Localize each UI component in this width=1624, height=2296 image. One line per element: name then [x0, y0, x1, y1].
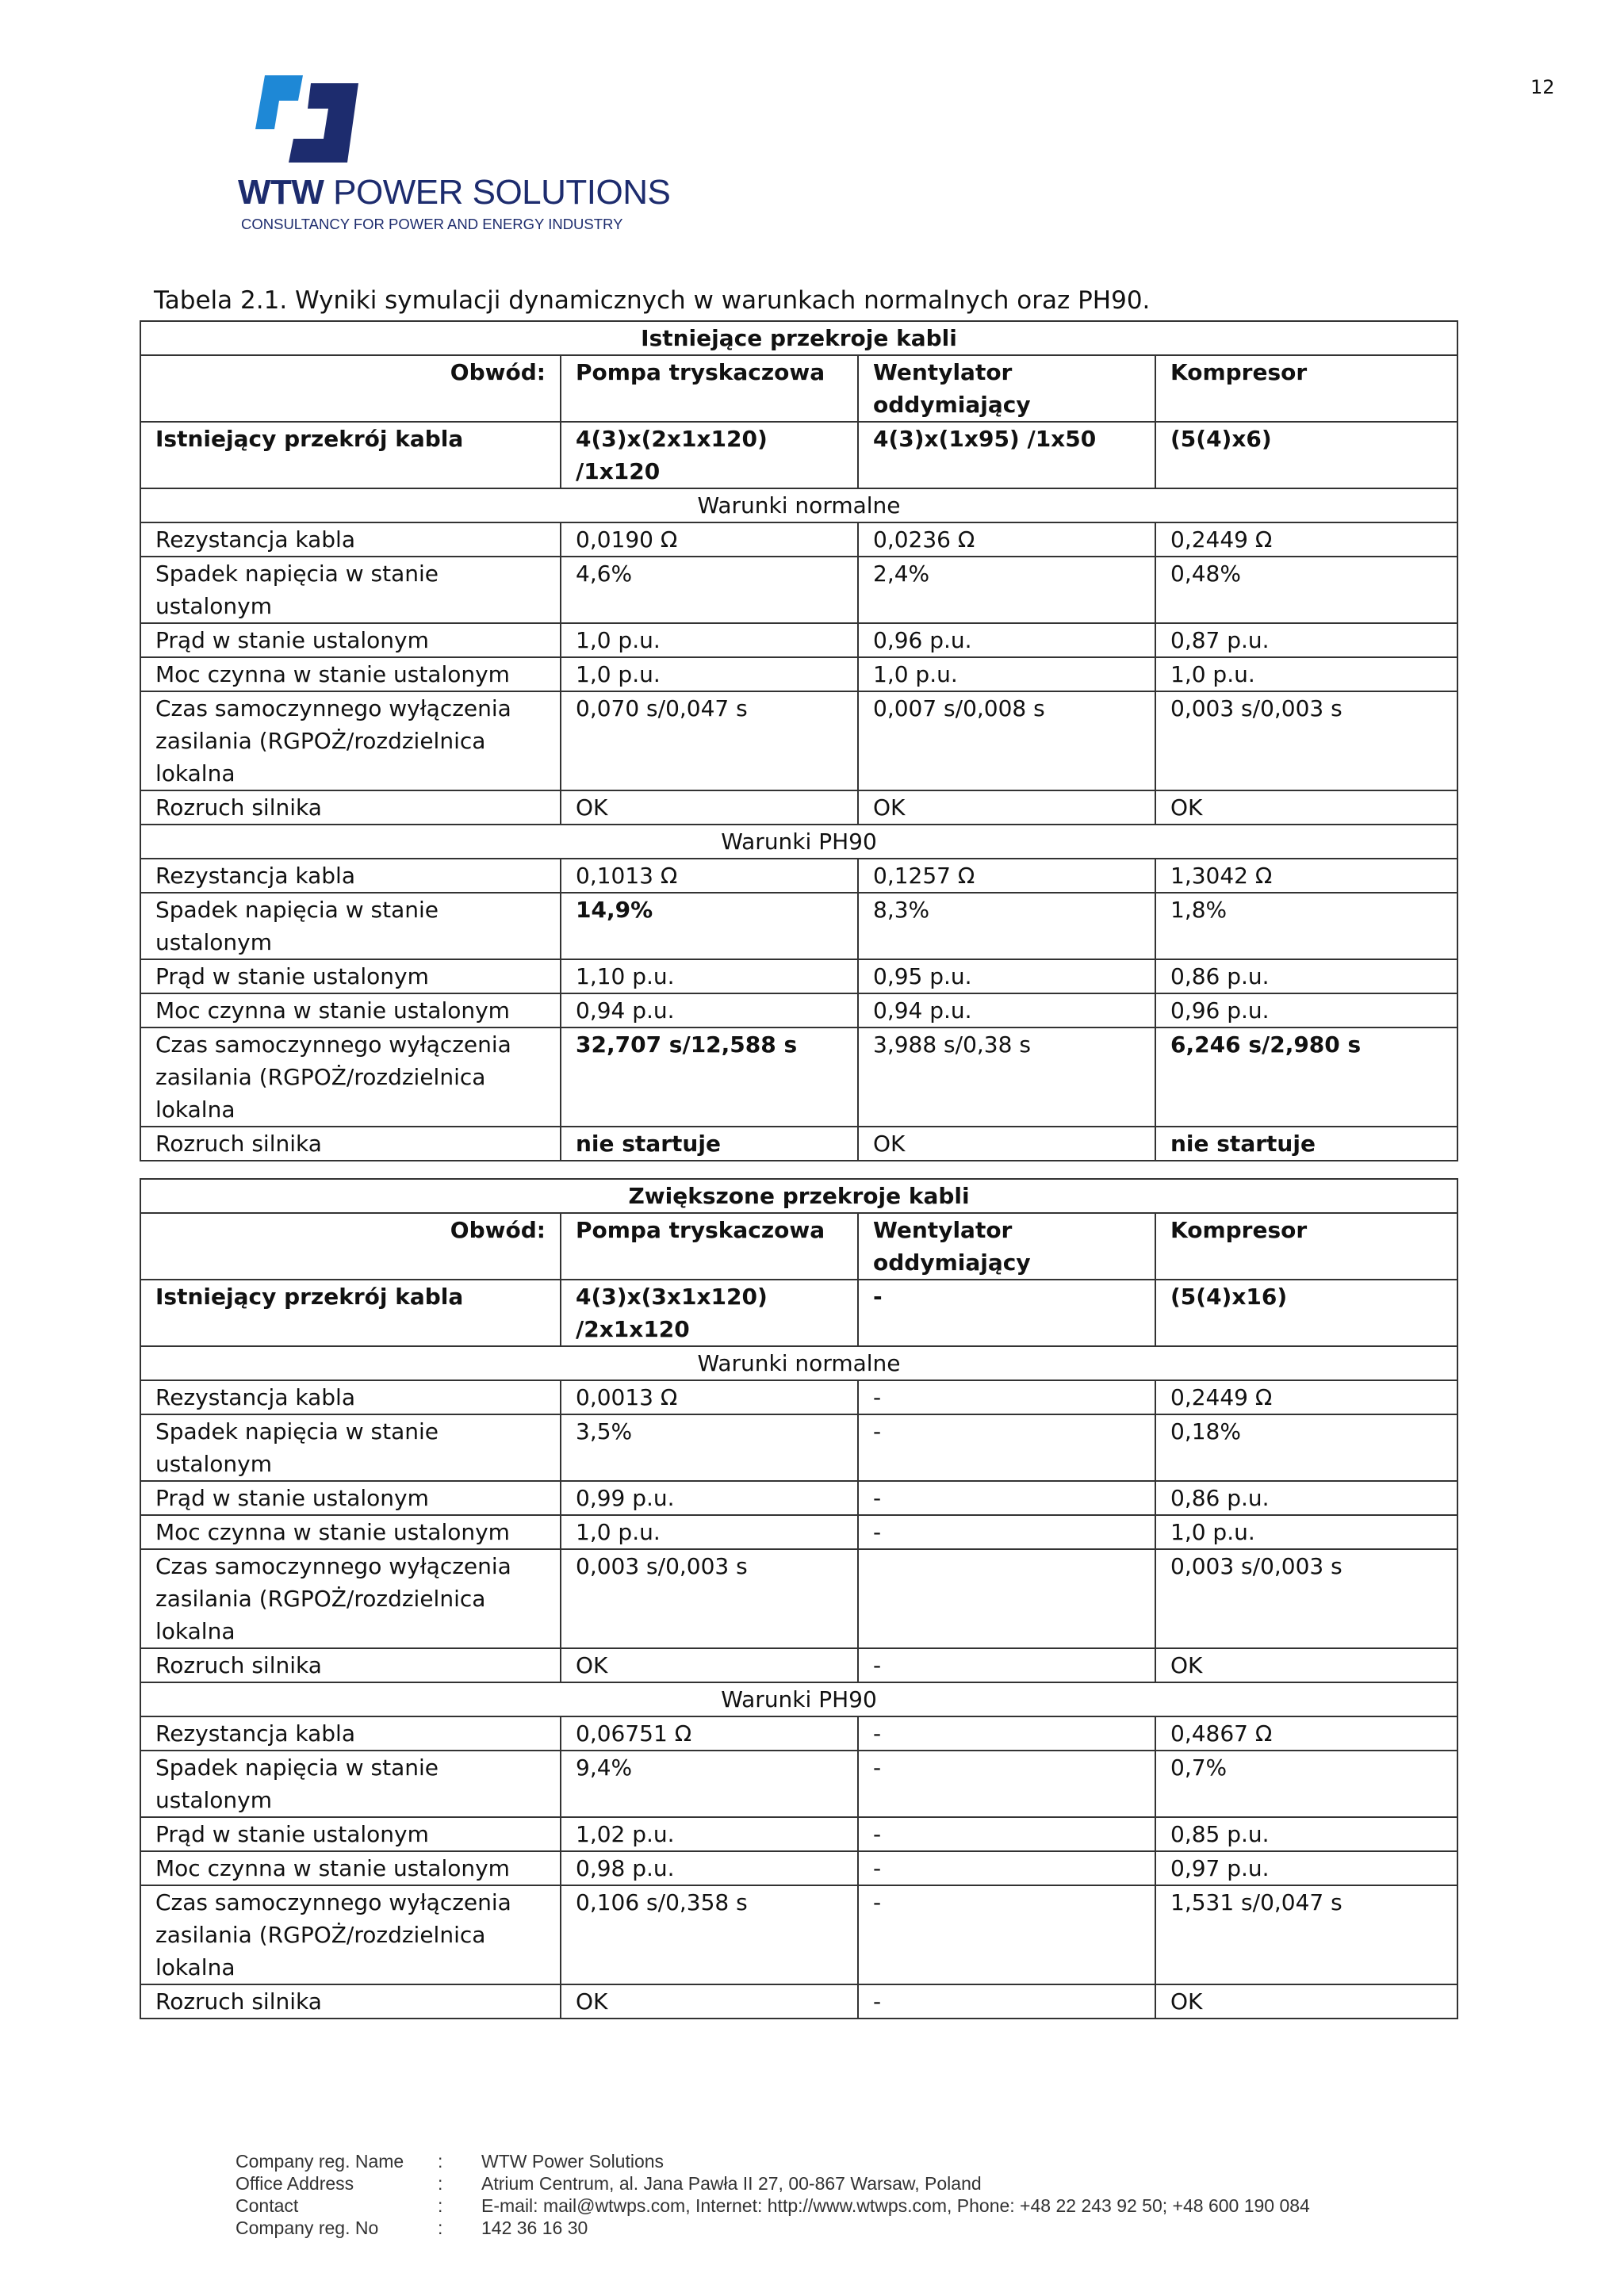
table-row [140, 1984, 1457, 2019]
value-cell: 32,707 s/12,588 s [561, 1027, 858, 1127]
value-cell: 0,070 s/0,047 s [561, 691, 858, 790]
row-label: Prąd w stanie ustalonym [140, 623, 561, 657]
value-cell: 0,003 s/0,003 s [561, 1549, 858, 1648]
value-cell: 0,95 p.u. [858, 959, 1155, 993]
row-label: Spadek napięcia w stanie ustalonym [140, 893, 561, 959]
row-label: Czas samoczynnego wyłączenia zasilania (RGPOŻ/rozdzielnica lokalna [140, 691, 561, 790]
value-cell: 0,2449 Ω [1155, 522, 1457, 557]
row-label: Spadek napięcia w stanie ustalonym [140, 1751, 561, 1817]
table-title-row [140, 321, 1457, 355]
value-cell: 0,86 p.u. [1155, 1481, 1457, 1515]
section-label: Istniejący przekrój kabla [140, 1280, 561, 1346]
table-row [140, 1885, 1457, 1984]
table-row [140, 1716, 1457, 1751]
company-logo [238, 75, 682, 234]
value-cell: 0,86 p.u. [1155, 959, 1457, 993]
value-cell: OK [858, 1127, 1155, 1161]
row-label: Prąd w stanie ustalonym [140, 1817, 561, 1851]
logo-name: WTW POWER SOLUTIONS [238, 173, 671, 212]
column-header: Pompa tryskaczowa [561, 355, 858, 422]
value-cell: - [858, 1481, 1155, 1515]
value-cell: 6,246 s/2,980 s [1155, 1027, 1457, 1127]
row-label: Prąd w stanie ustalonym [140, 959, 561, 993]
value-cell: 1,0 p.u. [561, 657, 858, 691]
value-cell: 0,18% [1155, 1414, 1457, 1481]
row-label: Moc czynna w stanie ustalonym [140, 1851, 561, 1885]
footer-row [236, 2150, 1310, 2172]
footer-key: Company reg. Name [236, 2151, 404, 2172]
increased-cables-table [140, 1178, 1458, 2019]
row-label: Rezystancja kabla [140, 859, 561, 893]
column-header: Wentylator oddymiający [858, 1213, 1155, 1280]
ph90-conditions-title: Warunki PH90 [140, 825, 1457, 859]
ph90-conditions-row [140, 1682, 1457, 1716]
value-cell: OK [561, 1648, 858, 1682]
value-cell: - [858, 1414, 1155, 1481]
value-cell: OK [1155, 1984, 1457, 2019]
value-cell: 0,0236 Ω [858, 522, 1155, 557]
table-row [140, 1481, 1457, 1515]
cable-section-row [140, 1280, 1457, 1346]
row-label: Czas samoczynnego wyłączenia zasilania (RGPOŻ/rozdzielnica lokalna [140, 1549, 561, 1648]
value-cell: 4,6% [561, 557, 858, 623]
table-row [140, 959, 1457, 993]
table-row [140, 1127, 1457, 1161]
table-title: Zwiększone przekroje kabli [140, 1179, 1457, 1213]
footer-value: E-mail: mail@wtwps.com, Internet: http://www.wtwps.com, Phone: +48 22 243 92 50; +48 600 190 084 [481, 2195, 1310, 2216]
footer-value: 142 36 16 30 [481, 2218, 588, 2238]
cable-section-cell: (5(4)x6) [1155, 422, 1457, 488]
value-cell: 0,87 p.u. [1155, 623, 1457, 657]
value-cell: 0,1257 Ω [858, 859, 1155, 893]
value-cell: 3,988 s/0,38 s [858, 1027, 1155, 1127]
footer-value: Atrium Centrum, al. Jana Pawła II 27, 00-867 Warsaw, Poland [481, 2173, 982, 2194]
value-cell: 1,0 p.u. [561, 1515, 858, 1549]
footer-row [236, 2172, 1310, 2195]
cable-section-row [140, 422, 1457, 488]
value-cell: 1,0 p.u. [561, 623, 858, 657]
ph90-conditions-row [140, 825, 1457, 859]
normal-conditions-row [140, 488, 1457, 522]
value-cell: - [858, 1380, 1155, 1414]
value-cell: 0,1013 Ω [561, 859, 858, 893]
logo-tagline: CONSULTANCY FOR POWER AND ENERGY INDUSTRY [241, 216, 623, 232]
value-cell: 0,7% [1155, 1751, 1457, 1817]
table-row [140, 1515, 1457, 1549]
cable-section-cell: (5(4)x16) [1155, 1280, 1457, 1346]
cable-section-cell: 4(3)x(2x1x120) /1x120 [561, 422, 858, 488]
value-cell: 0,97 p.u. [1155, 1851, 1457, 1885]
table-row [140, 993, 1457, 1027]
logo-mark-icon [255, 75, 358, 163]
footer-separator: : [438, 2173, 443, 2194]
row-label: Rezystancja kabla [140, 1716, 561, 1751]
value-cell: 0,94 p.u. [561, 993, 858, 1027]
cable-section-cell: - [858, 1280, 1155, 1346]
value-cell: - [858, 1751, 1155, 1817]
value-cell: - [858, 1984, 1155, 2019]
row-label: Czas samoczynnego wyłączenia zasilania (RGPOŻ/rozdzielnica lokalna [140, 1027, 561, 1127]
row-label: Rozruch silnika [140, 1984, 561, 2019]
table-row [140, 623, 1457, 657]
normal-conditions-row [140, 1346, 1457, 1380]
value-cell: - [858, 1515, 1155, 1549]
row-label: Rezystancja kabla [140, 1380, 561, 1414]
table-row [140, 859, 1457, 893]
footer-key: Company reg. No [236, 2218, 379, 2238]
value-cell: 0,007 s/0,008 s [858, 691, 1155, 790]
table-row [140, 522, 1457, 557]
ph90-conditions-title: Warunki PH90 [140, 1682, 1457, 1716]
value-cell: - [858, 1885, 1155, 1984]
value-cell: 1,3042 Ω [1155, 859, 1457, 893]
value-cell: - [858, 1817, 1155, 1851]
value-cell: 0,99 p.u. [561, 1481, 858, 1515]
row-label: Spadek napięcia w stanie ustalonym [140, 557, 561, 623]
value-cell: OK [561, 1984, 858, 2019]
table-row [140, 1751, 1457, 1817]
table-row [140, 1027, 1457, 1127]
value-cell: nie startuje [561, 1127, 858, 1161]
value-cell: 1,531 s/0,047 s [1155, 1885, 1457, 1984]
value-cell: 0,98 p.u. [561, 1851, 858, 1885]
row-label: Moc czynna w stanie ustalonym [140, 657, 561, 691]
row-label: Prąd w stanie ustalonym [140, 1481, 561, 1515]
footer-separator: : [438, 2195, 443, 2216]
value-cell [858, 1549, 1155, 1648]
value-cell: 8,3% [858, 893, 1155, 959]
cable-section-cell: 4(3)x(3x1x120) /2x1x120 [561, 1280, 858, 1346]
table-row [140, 1380, 1457, 1414]
circuit-label: Obwód: [140, 355, 561, 422]
table-row [140, 1648, 1457, 1682]
cable-section-cell: 4(3)x(1x95) /1x50 [858, 422, 1155, 488]
value-cell: 0,96 p.u. [858, 623, 1155, 657]
value-cell: 14,9% [561, 893, 858, 959]
row-label: Moc czynna w stanie ustalonym [140, 993, 561, 1027]
value-cell: 3,5% [561, 1414, 858, 1481]
value-cell: nie startuje [1155, 1127, 1457, 1161]
row-label: Czas samoczynnego wyłączenia zasilania (RGPOŻ/rozdzielnica lokalna [140, 1885, 561, 1984]
footer-key: Office Address [236, 2173, 354, 2194]
value-cell: OK [1155, 1648, 1457, 1682]
value-cell: 9,4% [561, 1751, 858, 1817]
circuit-label: Obwód: [140, 1213, 561, 1280]
column-header: Pompa tryskaczowa [561, 1213, 858, 1280]
table-row [140, 790, 1457, 825]
row-label: Rozruch silnika [140, 790, 561, 825]
value-cell: 0,0190 Ω [561, 522, 858, 557]
section-label: Istniejący przekrój kabla [140, 422, 561, 488]
normal-conditions-title: Warunki normalne [140, 488, 1457, 522]
page-number: 12 [1530, 76, 1555, 98]
value-cell: - [858, 1716, 1155, 1751]
row-label: Rozruch silnika [140, 1648, 561, 1682]
footer-key: Contact [236, 2195, 299, 2216]
row-label: Moc czynna w stanie ustalonym [140, 1515, 561, 1549]
value-cell: 0,003 s/0,003 s [1155, 1549, 1457, 1648]
value-cell: 0,85 p.u. [1155, 1817, 1457, 1851]
table-row [140, 1549, 1457, 1648]
value-cell: 1,0 p.u. [1155, 1515, 1457, 1549]
column-header: Kompresor [1155, 355, 1457, 422]
value-cell: OK [561, 790, 858, 825]
footer-separator: : [438, 2218, 443, 2238]
table-row [140, 691, 1457, 790]
table-row [140, 1414, 1457, 1481]
existing-cables-table [140, 320, 1458, 1161]
table-row [140, 1851, 1457, 1885]
value-cell: 0,06751 Ω [561, 1716, 858, 1751]
value-cell: 1,8% [1155, 893, 1457, 959]
header-row [140, 355, 1457, 422]
column-header: Kompresor [1155, 1213, 1457, 1280]
value-cell: 0,003 s/0,003 s [1155, 691, 1457, 790]
table-title: Istniejące przekroje kabli [140, 321, 1457, 355]
footer-value: WTW Power Solutions [481, 2151, 665, 2172]
value-cell: 0,94 p.u. [858, 993, 1155, 1027]
footer-row [236, 2195, 1310, 2217]
footer-separator: : [438, 2151, 443, 2172]
table-row [140, 657, 1457, 691]
value-cell: 0,106 s/0,358 s [561, 1885, 858, 1984]
value-cell: 0,0013 Ω [561, 1380, 858, 1414]
value-cell: 2,4% [858, 557, 1155, 623]
value-cell: 0,96 p.u. [1155, 993, 1457, 1027]
table-title-row [140, 1179, 1457, 1213]
normal-conditions-title: Warunki normalne [140, 1346, 1457, 1380]
value-cell: 1,02 p.u. [561, 1817, 858, 1851]
header-row [140, 1213, 1457, 1280]
row-label: Spadek napięcia w stanie ustalonym [140, 1414, 561, 1481]
value-cell: - [858, 1851, 1155, 1885]
table-row [140, 557, 1457, 623]
footer [236, 2150, 1310, 2239]
table-row [140, 1817, 1457, 1851]
value-cell: OK [1155, 790, 1457, 825]
value-cell: 0,48% [1155, 557, 1457, 623]
table-row [140, 893, 1457, 959]
value-cell: 0,2449 Ω [1155, 1380, 1457, 1414]
footer-row [236, 2217, 1310, 2239]
row-label: Rozruch silnika [140, 1127, 561, 1161]
row-label: Rezystancja kabla [140, 522, 561, 557]
value-cell: OK [858, 790, 1155, 825]
value-cell: 1,10 p.u. [561, 959, 858, 993]
value-cell: 0,4867 Ω [1155, 1716, 1457, 1751]
value-cell: 1,0 p.u. [1155, 657, 1457, 691]
column-header: Wentylator oddymiający [858, 355, 1155, 422]
value-cell: - [858, 1648, 1155, 1682]
value-cell: 1,0 p.u. [858, 657, 1155, 691]
table-caption: Tabela 2.1. Wyniki symulacji dynamicznych w warunkach normalnych oraz PH90. [154, 286, 1151, 315]
